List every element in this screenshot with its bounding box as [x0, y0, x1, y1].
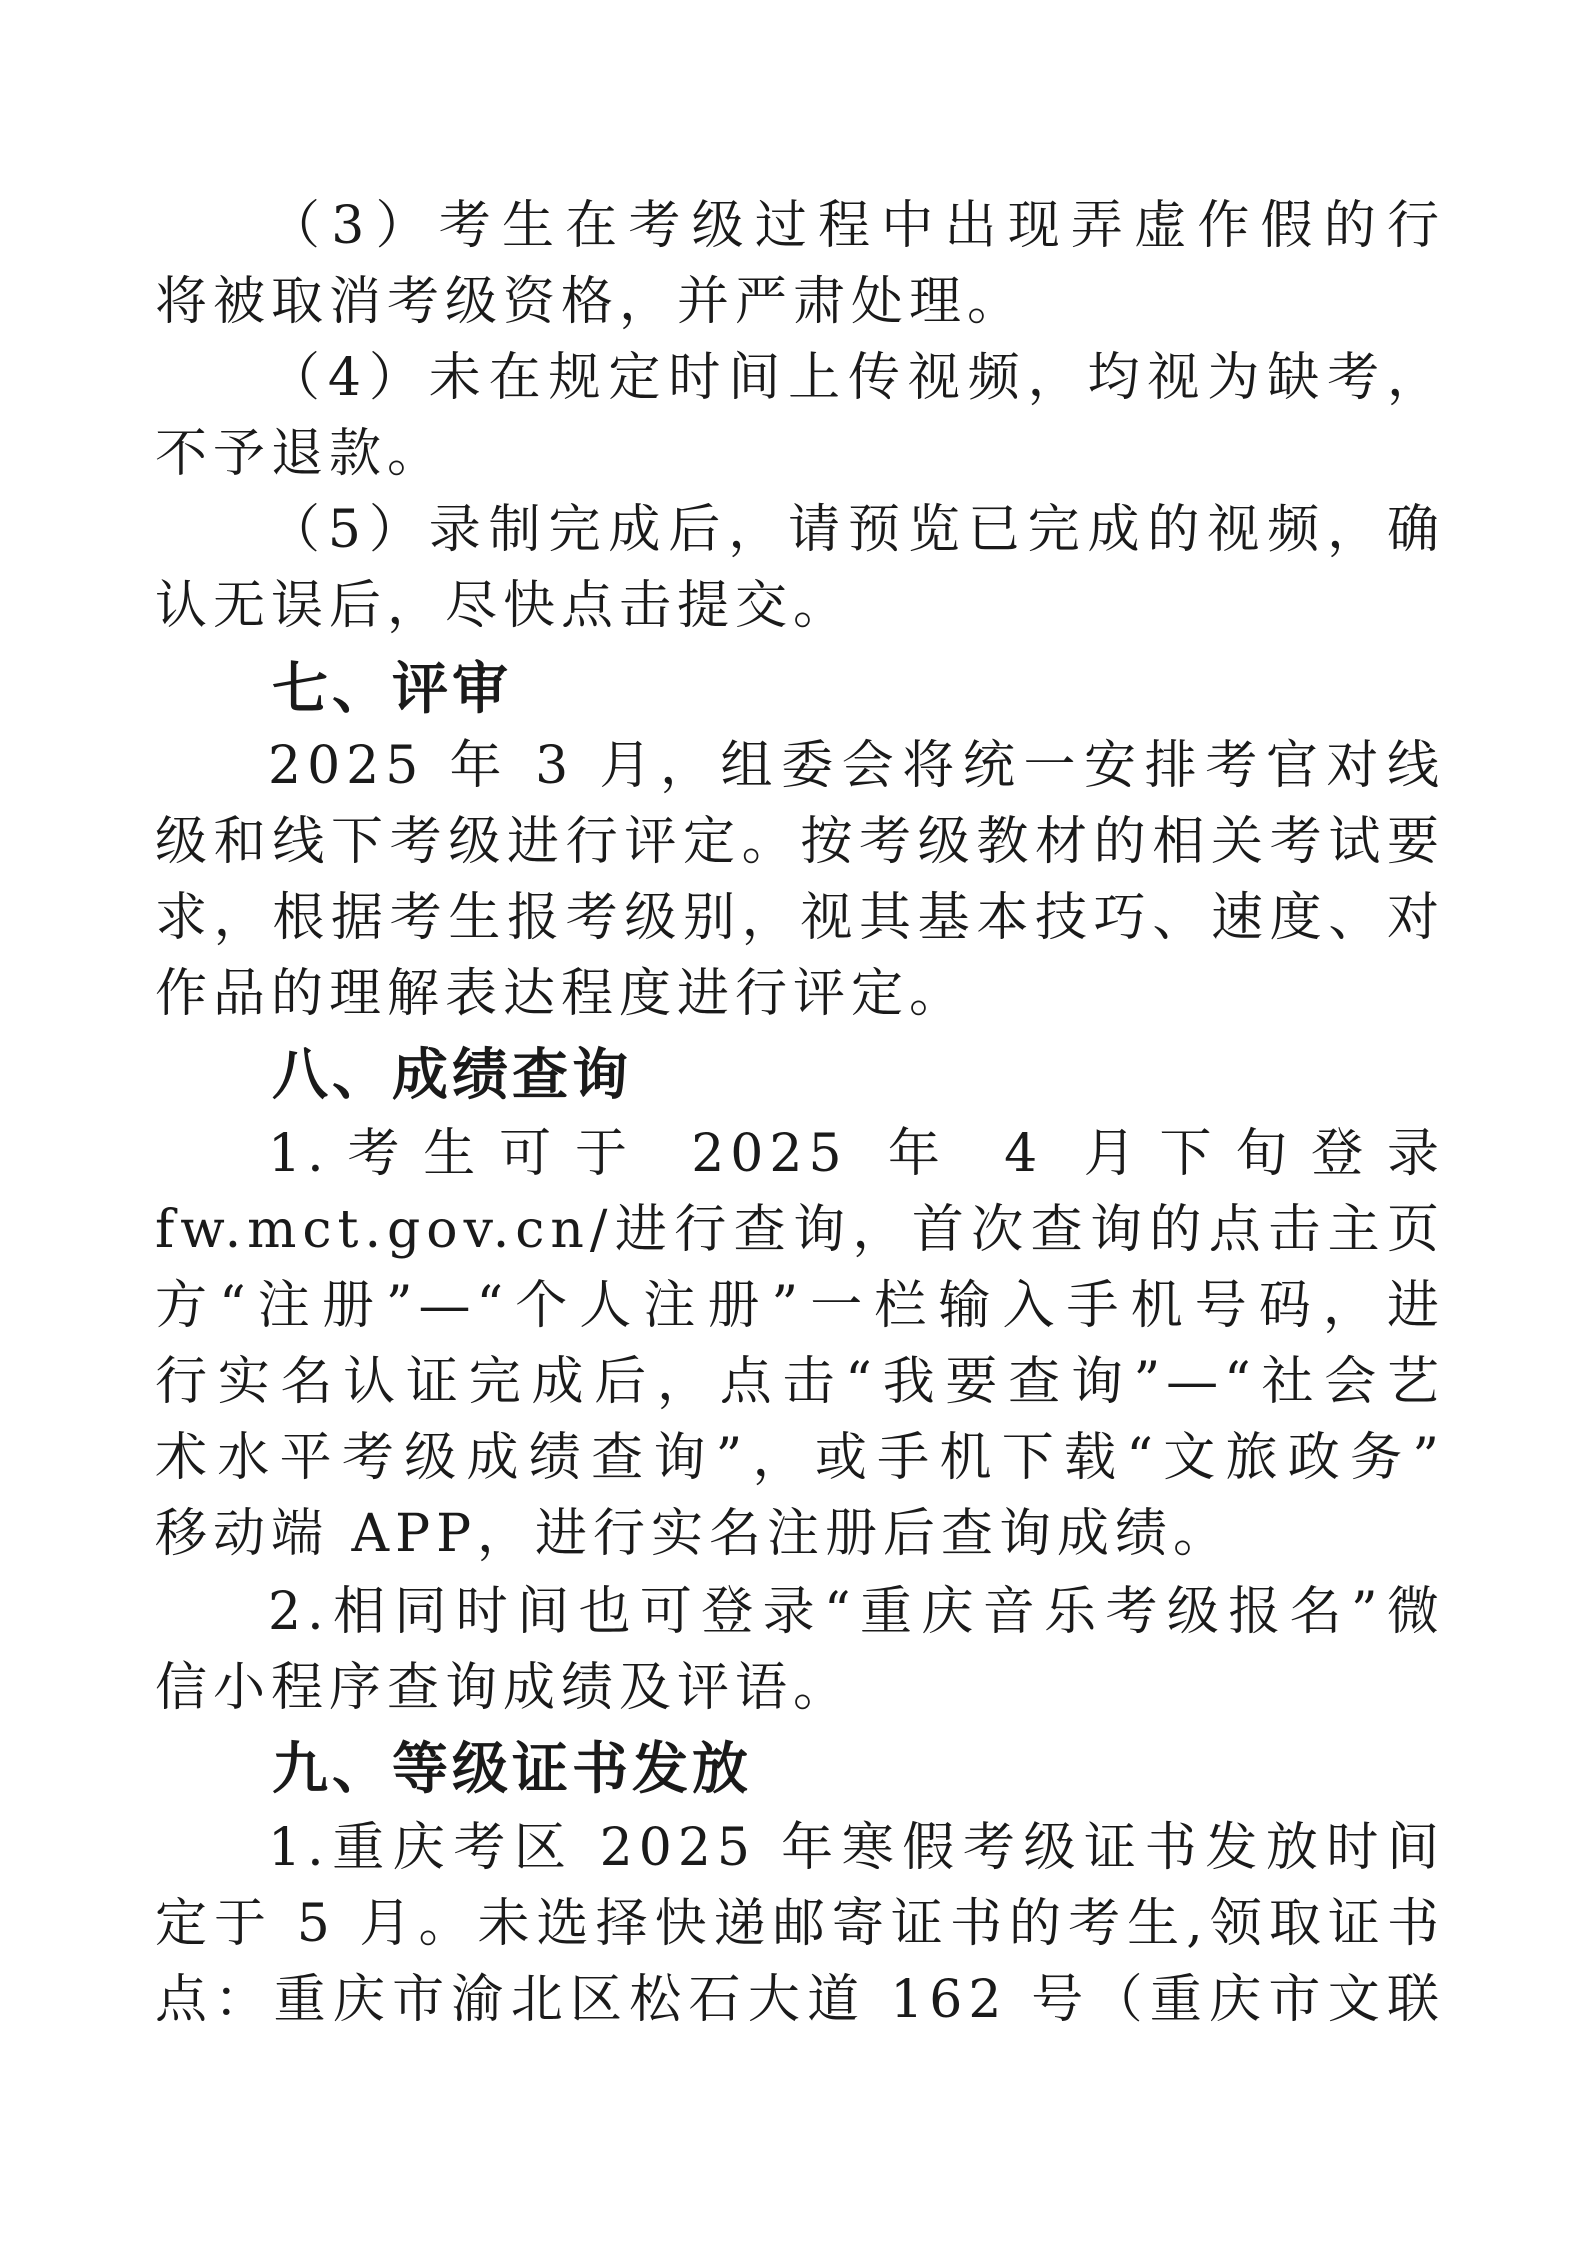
section-8-heading: 八、成绩查询 — [272, 1043, 632, 1108]
query-paragraph-1-line-4: 行实名认证完成后，点击“我要查询”—“社会艺 — [155, 1352, 1445, 1412]
certificate-paragraph-line-3: 点：重庆市渝北区松石大道 162 号（重庆市文联 — [155, 1970, 1445, 2030]
query-paragraph-1-line-3: 方“注册”—“个人注册”一栏输入手机号码，进 — [155, 1276, 1445, 1336]
item-5-line-2: 认无误后，尽快点击提交。 — [155, 576, 852, 636]
item-5-line-1: （5）录制完成后，请预览已完成的视频，确 — [268, 500, 1445, 560]
review-paragraph-line-2: 级和线下考级进行评定。按考级教材的相关考试要 — [155, 812, 1445, 872]
query-paragraph-1-line-1: 1.考生可于 2025 年 4 月下旬登录 — [268, 1124, 1445, 1184]
query-paragraph-1-line-5: 术水平考级成绩查询”，或手机下载“文旅政务” — [155, 1428, 1445, 1488]
query-paragraph-2-line-1: 2.相同时间也可登录“重庆音乐考级报名”微 — [268, 1582, 1445, 1642]
query-paragraph-2-line-2: 信小程序查询成绩及评语。 — [155, 1658, 852, 1718]
review-paragraph-line-4: 作品的理解表达程度进行评定。 — [155, 964, 968, 1024]
review-paragraph-line-3: 求，根据考生报考级别，视其基本技巧、速度、对 — [155, 888, 1445, 948]
item-3-line-2: 将被取消考级资格，并严肃处理。 — [155, 272, 1026, 332]
item-3-line-1: （3）考生在考级过程中出现弄虚作假的行 — [268, 196, 1445, 256]
section-7-heading: 七、评审 — [272, 657, 512, 722]
review-paragraph-line-1: 2025 年 3 月，组委会将统一安排考官对线 — [268, 736, 1445, 796]
certificate-paragraph-line-1: 1.重庆考区 2025 年寒假考级证书发放时间 — [268, 1818, 1445, 1878]
certificate-paragraph-line-2: 定于 5 月。未选择快递邮寄证书的考生,领取证书 — [155, 1894, 1445, 1954]
section-9-heading: 九、等级证书发放 — [272, 1737, 752, 1802]
item-4-line-1: （4）未在规定时间上传视频，均视为缺考， — [268, 348, 1445, 408]
query-paragraph-1-line-2: fw.mct.gov.cn/进行查询，首次查询的点击主页 — [155, 1200, 1445, 1260]
query-paragraph-1-line-6: 移动端 APP，进行实名注册后查询成绩。 — [155, 1504, 1232, 1564]
item-4-line-2: 不予退款。 — [155, 424, 446, 484]
